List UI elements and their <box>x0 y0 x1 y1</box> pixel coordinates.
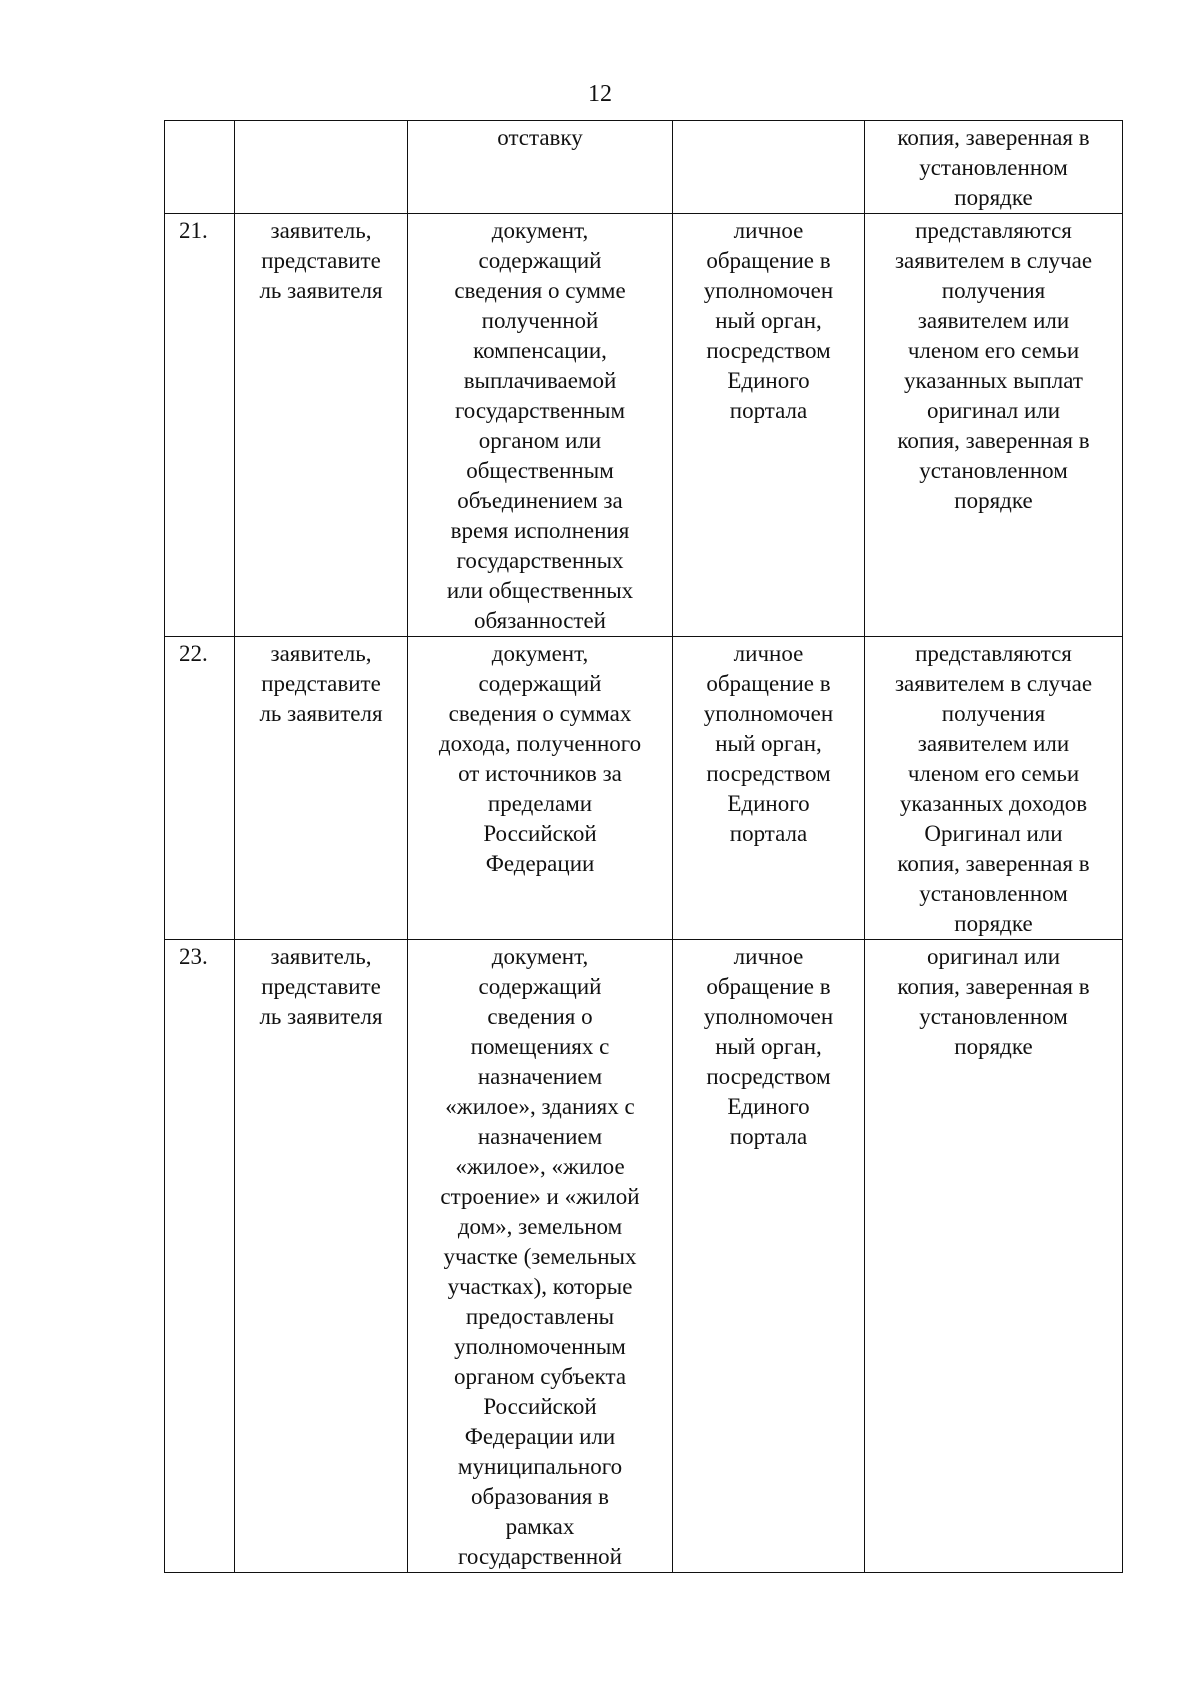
cell-applicant: заявитель, представите ль заявителя <box>235 214 408 637</box>
cell-number: 22. <box>165 637 235 940</box>
cell-submission-method <box>673 121 865 214</box>
table-row-23 <box>165 940 1123 1573</box>
page-number: 12 <box>588 81 612 107</box>
table-row-21 <box>165 214 1123 637</box>
cell-note: представляются заявителем в случае получения заявителем или членом его семьи указанных выплат оригинал или копия, заверенная в установленном порядке <box>865 214 1123 637</box>
cell-submission-method: личное обращение в уполномочен ный орган, посредством Единого портала <box>673 940 865 1573</box>
cell-applicant: заявитель, представите ль заявителя <box>235 637 408 940</box>
cell-note: представляются заявителем в случае получения заявителем или членом его семьи указанных доходов Оригинал или копия, заверенная в установленном порядке <box>865 637 1123 940</box>
cell-submission-method: личное обращение в уполномочен ный орган, посредством Единого портала <box>673 637 865 940</box>
cell-document: документ, содержащий сведения о помещениях с назначением «жилое», зданиях с назначением «жилое», «жилое строение» и «жилой дом», земельном участке (земельных участках), которые предоставлены уполномоченным органом субъекта Российской Федерации или муниципального образования в рамках государственной <box>408 940 673 1573</box>
cell-document: документ, содержащий сведения о суммах дохода, полученного от источников за пределами Российской Федерации <box>408 637 673 940</box>
cell-number: 21. <box>165 214 235 637</box>
cell-applicant: заявитель, представите ль заявителя <box>235 940 408 1573</box>
cell-applicant <box>235 121 408 214</box>
cell-number: 23. <box>165 940 235 1573</box>
cell-submission-method: личное обращение в уполномочен ный орган, посредством Единого портала <box>673 214 865 637</box>
table-row-22 <box>165 637 1123 940</box>
cell-number <box>165 121 235 214</box>
cell-document: отставку <box>408 121 673 214</box>
cell-note: копия, заверенная в установленном порядке <box>865 121 1123 214</box>
table-row-continuation <box>165 121 1123 214</box>
cell-note: оригинал или копия, заверенная в установленном порядке <box>865 940 1123 1573</box>
cell-document: документ, содержащий сведения о сумме полученной компенсации, выплачиваемой государственным органом или общественным объединением за время исполнения государственных или общественных обязанностей <box>408 214 673 637</box>
documents-table <box>164 120 1123 1573</box>
